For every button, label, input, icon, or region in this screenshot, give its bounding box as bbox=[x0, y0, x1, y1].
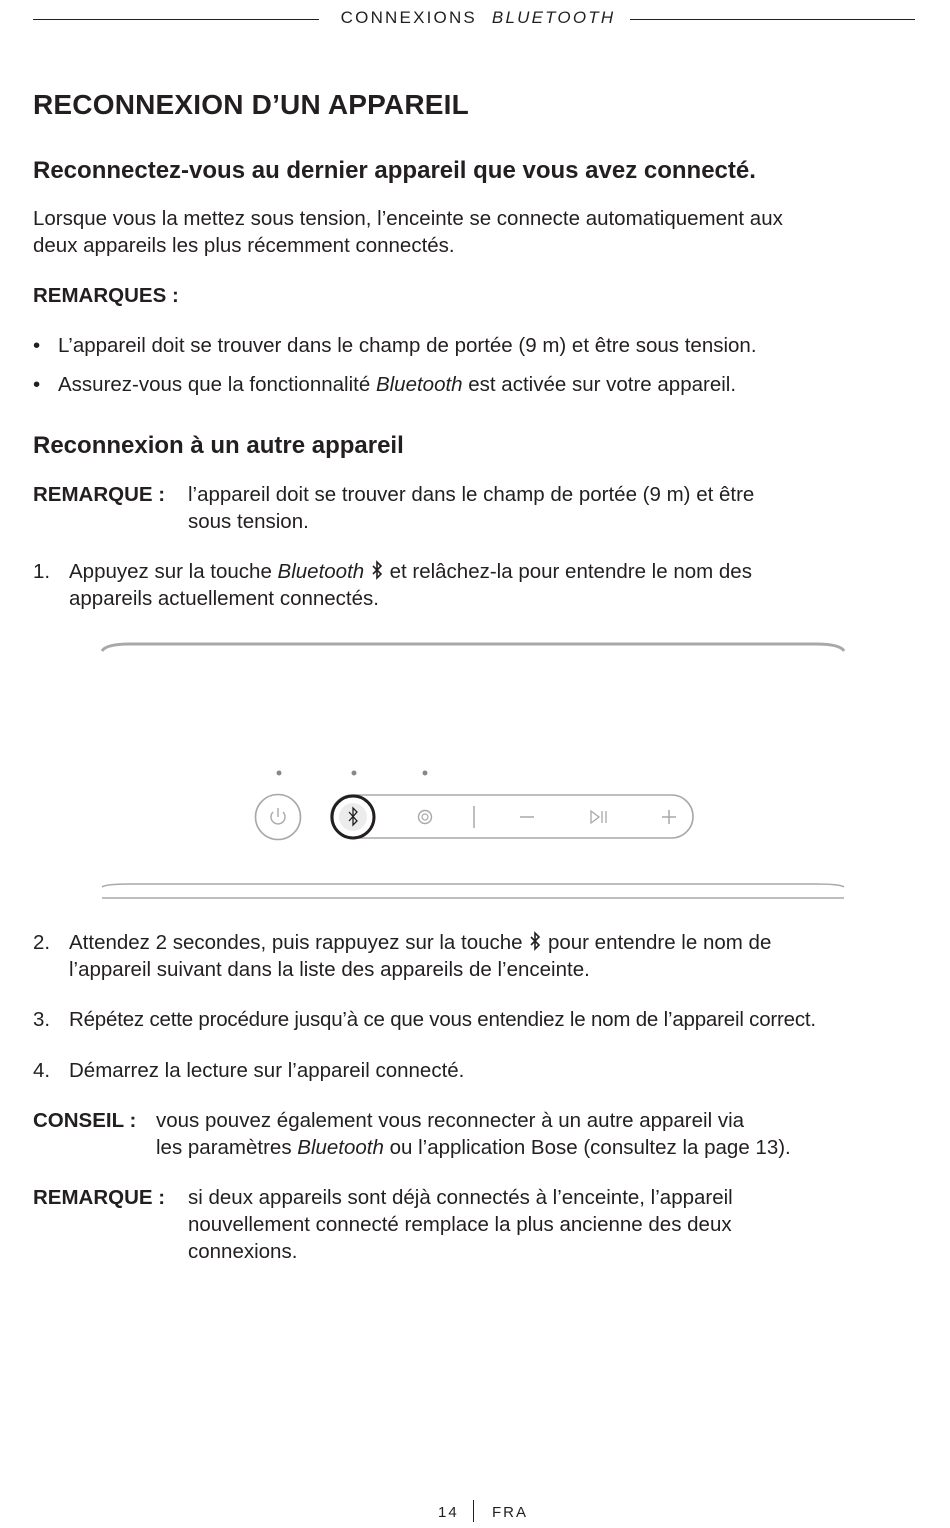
remarques-label: REMARQUES : bbox=[33, 284, 179, 307]
page-footer bbox=[0, 1500, 950, 1528]
note-range bbox=[33, 481, 913, 541]
note-text: l’appareil doit se trouver dans le champ de portée (9 m) et être sous tension. bbox=[188, 483, 755, 533]
header-section-italic: BLUETOOTH bbox=[491, 8, 616, 27]
tip-label: CONSEIL : bbox=[33, 1109, 137, 1132]
tip-note bbox=[33, 1107, 913, 1167]
step-number: 3. bbox=[33, 1008, 51, 1031]
running-header bbox=[33, 8, 915, 32]
page-number: 14 bbox=[438, 1504, 459, 1521]
page-title: RECONNEXION D’UN APPAREIL bbox=[33, 89, 469, 120]
subheading-last-device: Reconnectez-vous au dernier appareil que vous avez connecté. bbox=[33, 157, 756, 184]
bullet-dot: • bbox=[33, 373, 41, 396]
speaker-top-edge bbox=[102, 644, 844, 651]
indicator-led bbox=[277, 771, 282, 776]
step-text: Répétez cette procédure jusqu’à ce que vous entendiez le nom de l’appareil correct. bbox=[69, 1008, 816, 1031]
step-text: Attendez 2 secondes, puis rappuyez sur la touche pour entendre le nom de l’appareil suivant dans la liste des appareils de l’enceinte. bbox=[69, 931, 772, 981]
language-code: FRA bbox=[492, 1504, 528, 1521]
subheading-other-device: Reconnexion à un autre appareil bbox=[33, 432, 404, 459]
power-icon[interactable] bbox=[256, 795, 301, 840]
indicator-led bbox=[352, 771, 357, 776]
note-text: si deux appareils sont déjà connectés à l’enceinte, l’appareil nouvellement connecté remplace la plus ancienne des deux connexions. bbox=[188, 1186, 733, 1263]
bluetooth-icon bbox=[370, 560, 384, 580]
bluetooth-icon[interactable] bbox=[332, 796, 374, 838]
header-section: CONNEXIONS bbox=[333, 8, 485, 27]
bluetooth-icon bbox=[528, 931, 542, 951]
intro-paragraph bbox=[33, 205, 783, 259]
footer-divider bbox=[473, 1500, 474, 1522]
note-label: REMARQUE : bbox=[33, 1186, 166, 1209]
intro-line-1: Lorsque vous la mettez sous tension, l’enceinte se connecte automatiquement aux bbox=[33, 207, 783, 230]
header-text bbox=[33, 8, 915, 28]
note-replace bbox=[33, 1184, 913, 1274]
tip-text: vous pouvez également vous reconnecter à un autre appareil via les paramètres Bluetooth ou l’application Bose (consultez la page 13). bbox=[156, 1109, 791, 1159]
intro-line-2: deux appareils les plus récemment connectés. bbox=[33, 234, 455, 257]
step-text: Appuyez sur la touche Bluetooth et relâchez-la pour entendre le nom des appareils actuellement connectés. bbox=[69, 560, 752, 610]
step-text: Démarrez la lecture sur l’appareil connecté. bbox=[69, 1059, 465, 1082]
note-label: REMARQUE : bbox=[33, 483, 166, 506]
step-number: 1. bbox=[33, 560, 51, 583]
step-number: 4. bbox=[33, 1059, 51, 1082]
speaker-illustration bbox=[100, 640, 846, 906]
bullet-text: Assurez-vous que la fonctionnalité Bluetooth est activée sur votre appareil. bbox=[58, 373, 737, 396]
control-bar bbox=[331, 795, 693, 838]
step-number: 2. bbox=[33, 931, 51, 954]
bullet-dot: • bbox=[33, 334, 41, 357]
indicator-led bbox=[423, 771, 428, 776]
speaker-bottom-edge bbox=[102, 884, 844, 887]
bullet-text: L’appareil doit se trouver dans le champ de portée (9 m) et être sous tension. bbox=[58, 334, 757, 357]
